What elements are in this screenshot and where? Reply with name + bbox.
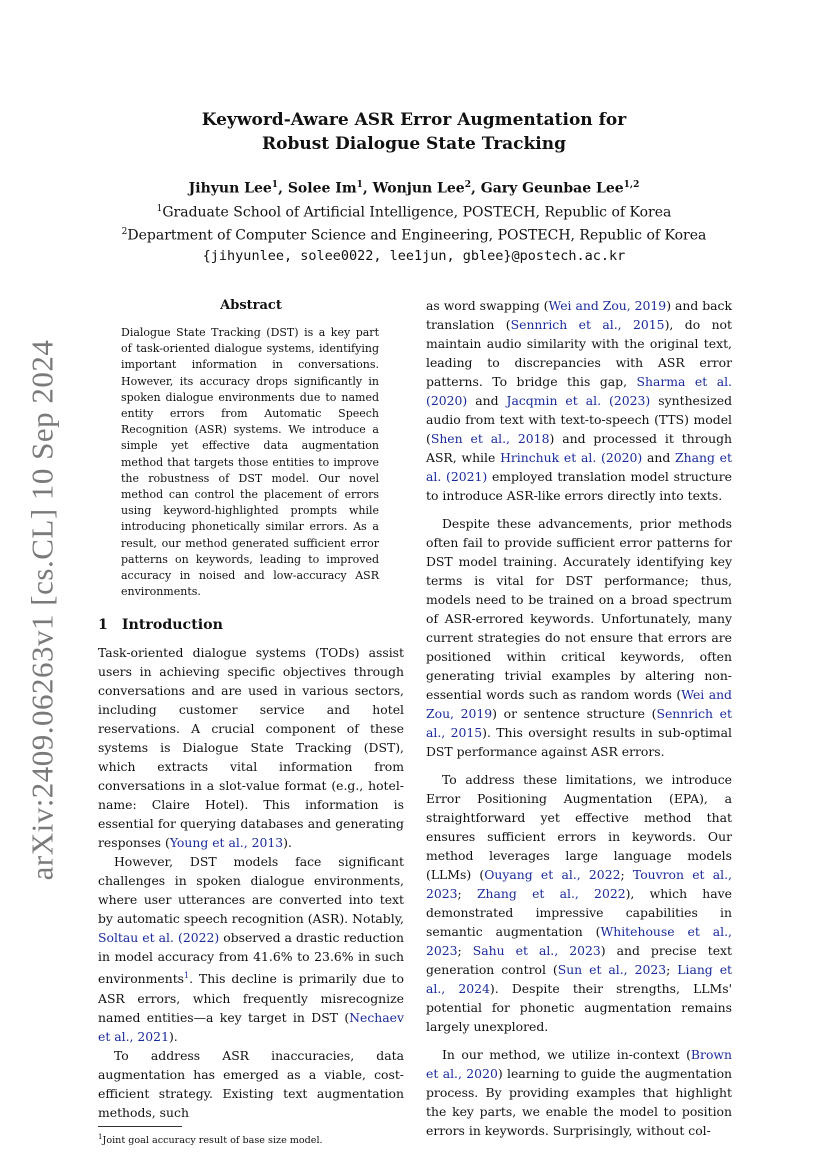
citation-link[interactable]: Young et al., 2013: [169, 835, 284, 851]
citation-link[interactable]: Sennrich et al., 2015: [510, 317, 665, 332]
text-run: To address ASR inaccuracies, data augmentation has emerged as a viable, cost-efficient strategy. Existing text augmentation methods, such: [98, 1047, 404, 1120]
intro-paragraph-3: [98, 1046, 404, 1122]
author-1-sup: 1: [271, 180, 279, 190]
affiliation-2-text: Department of Computer Science and Engineering, POSTECH, Republic of Korea: [127, 227, 707, 244]
text-run: employed translation model structure to introduce ASR-like errors directly into texts.: [426, 469, 732, 503]
text-run: ;: [457, 943, 473, 958]
text-run: Despite these advancements, prior methods often fail to provide sufficient error patterns for DST model training. Accurately identifying key terms is vital for DST performance; thus, models need to be trained on a broad spectrum of ASR-errored keywords. Unfortunately, many current strategies do not ensure that errors are positioned within critical keywords, often generating trivial examples by altering non-essential words such as random words (: [426, 516, 732, 702]
intro-paragraph-1: [98, 643, 404, 852]
text-run: ). Despite their strengths, LLMs' potential for phonetic augmentation remains largely unexplored.: [426, 981, 732, 1034]
citation-link[interactable]: Zhang et al. (2021): [426, 450, 732, 484]
text-run: However, DST models face significant challenges in spoken dialogue environments, where user utterances are converted into text by automatic speech recognition (ASR). Notably,: [98, 854, 404, 927]
citation-link[interactable]: Sharma et al. (2020): [426, 374, 732, 408]
text-run: ), which have demonstrated impressive capabilities in semantic augmentation (: [426, 886, 732, 939]
text-run: . This decline is primarily due to ASR errors, which frequently misrecognize named entities—a key target in DST (: [98, 971, 404, 1025]
right-paragraph-2: [426, 514, 732, 761]
footnote-marker[interactable]: 1: [184, 971, 190, 981]
text-run: In our method, we utilize in-context (: [442, 1047, 691, 1062]
author-names: Jihyun Lee$^1$, Solee Im$^1$, Wonjun Lee$^2$, Gary Geunbae Lee$^{1,2}$: [188, 180, 640, 197]
author-2-sup: 1: [356, 180, 363, 190]
author-4-sup: 1,2: [623, 180, 640, 190]
title-line-1: Keyword-Aware ASR Error Augmentation for: [201, 110, 627, 130]
section-heading-introduction: [98, 616, 404, 635]
text-run: and: [467, 393, 507, 408]
author-block: [0, 175, 828, 266]
abstract-heading: Abstract: [220, 298, 282, 313]
citation-link[interactable]: Hrinchuk et al. (2020): [500, 450, 643, 465]
footnote-sup: 1: [98, 1132, 103, 1141]
text-run: synthesized audio from text with text-to-speech (TTS) model (: [426, 393, 732, 446]
citation-link[interactable]: Whitehouse et al., 2023: [426, 924, 732, 958]
author-emails: {jihyunlee, solee0022, lee1jun, gblee}@postech.ac.kr: [202, 247, 626, 264]
affiliation-1-text: Graduate School of Artificial Intelligence, POSTECH, Republic of Korea: [162, 204, 672, 221]
affiliation-2: [0, 222, 828, 246]
text-run: ).: [283, 835, 292, 851]
text-run: ), do not maintain audio similarity with the original text, leading to discrepancies with ASR error patterns. To bridge this gap,: [426, 317, 732, 389]
arxiv-identifier: [22, 339, 62, 881]
author-3-sup: 2: [464, 180, 471, 190]
footnote-divider: [98, 1126, 182, 1127]
text-run: ) and back translation (: [426, 298, 733, 332]
paper-title: [0, 108, 828, 156]
title-line-2: Robust Dialogue State Tracking: [262, 134, 566, 154]
affiliation-2-sup: 2: [121, 227, 128, 238]
citation-link[interactable]: Sahu et al., 2023: [472, 943, 601, 958]
author-4: Gary Geunbae Lee: [480, 180, 624, 197]
text-run: Task-oriented dialogue systems (TODs) assist users in achieving specific objectives through conversations and are used in various sectors, including customer service and hotel reservations. A crucial component of these systems is Dialogue State Tracking (DST), which extracts vital information from conversations in a slot-value format (e.g., hotel-name: Claire Hotel). This information is essential for querying databases and generating responses (: [98, 645, 404, 851]
citation-link[interactable]: Zhang et al., 2022: [476, 886, 626, 901]
right-paragraph-3: [426, 770, 732, 1036]
intro-paragraph-2: [98, 852, 404, 1045]
text-run: ).: [168, 1028, 178, 1044]
text-run: ) and precise text generation control (: [426, 943, 732, 977]
citation-link[interactable]: Jacqmin et al. (2023): [506, 393, 651, 408]
text-run: ;: [457, 886, 477, 901]
author-1: Jihyun Lee: [188, 180, 272, 197]
citation-link[interactable]: Touvron et al., 2023: [426, 867, 733, 901]
footnote-text: Joint goal accuracy result of base size model.: [102, 1134, 323, 1146]
citation-link[interactable]: Wei and Zou, 2019: [548, 298, 667, 313]
text-run: ;: [666, 962, 678, 977]
citation-link[interactable]: Sennrich et al., 2015: [426, 706, 732, 740]
text-run: as word swapping (: [426, 298, 549, 313]
citation-link[interactable]: Sun et al., 2023: [557, 962, 667, 977]
right-paragraph-4: [426, 1045, 732, 1140]
left-column: [98, 296, 404, 1147]
affiliation-1: [0, 199, 828, 223]
citation-link[interactable]: Soltau et al. (2022): [98, 930, 220, 946]
right-column: [426, 296, 732, 1140]
abstract-text: Dialogue State Tracking (DST) is a key part of task-oriented dialogue systems, identifying important information in conversations. However, its accuracy drops significantly in spoken dialogue environments due to named entity errors from Automatic Speech Recognition (ASR) systems. We introduce a simple yet effective data augmentation method that targets those entities to improve the robustness of DST model. Our novel method can control the placement of errors using keyword-highlighted prompts while introducing phonetically similar errors. As a result, our method generated sufficient error patterns on keywords, leading to improved accuracy in noised and low-accuracy ASR environments.: [121, 326, 379, 599]
text-run: ) or sentence structure (: [492, 706, 657, 721]
citation-link[interactable]: Liang et al., 2024: [426, 962, 733, 996]
citation-link[interactable]: Wei and Zou, 2019: [426, 687, 732, 721]
arxiv-id-text: arXiv:2409.06263v1 [cs.CL] 10 Sep 2024: [24, 339, 59, 881]
author-3: Wonjun Lee: [372, 180, 465, 197]
section-title: Introduction: [121, 617, 223, 634]
text-run: ) and processed it through ASR, while: [426, 431, 732, 465]
citation-link[interactable]: Nechaev et al., 2021: [98, 1009, 404, 1044]
right-paragraph-1: [426, 296, 732, 505]
footnote: [98, 1131, 404, 1147]
text-run: and: [642, 450, 676, 465]
text-run: ). This oversight results in sub-optimal DST performance against ASR errors.: [426, 725, 732, 759]
citation-link[interactable]: Brown et al., 2020: [426, 1047, 732, 1081]
text-run: observed a drastic reduction in model accuracy from 41.6% to 23.6% in such environments: [98, 930, 404, 987]
affiliation-1-sup: 1: [156, 203, 163, 214]
author-2: Solee Im: [287, 180, 357, 197]
citation-link[interactable]: Shen et al., 2018: [430, 431, 550, 446]
text-run: ) learning to guide the augmentation process. By providing examples that highlight the key parts, we enable the model to position errors in keywords. Surprisingly, without col-: [426, 1066, 733, 1138]
section-number: 1: [98, 617, 108, 634]
text-run: To address these limitations, we introduce Error Positioning Augmentation (EPA), a straightforward yet effective method that ensures sufficient errors in keywords. Our method leverages large language models (LLMs) (: [426, 772, 732, 882]
text-run: ;: [620, 867, 633, 882]
citation-link[interactable]: Ouyang et al., 2022: [484, 867, 621, 882]
